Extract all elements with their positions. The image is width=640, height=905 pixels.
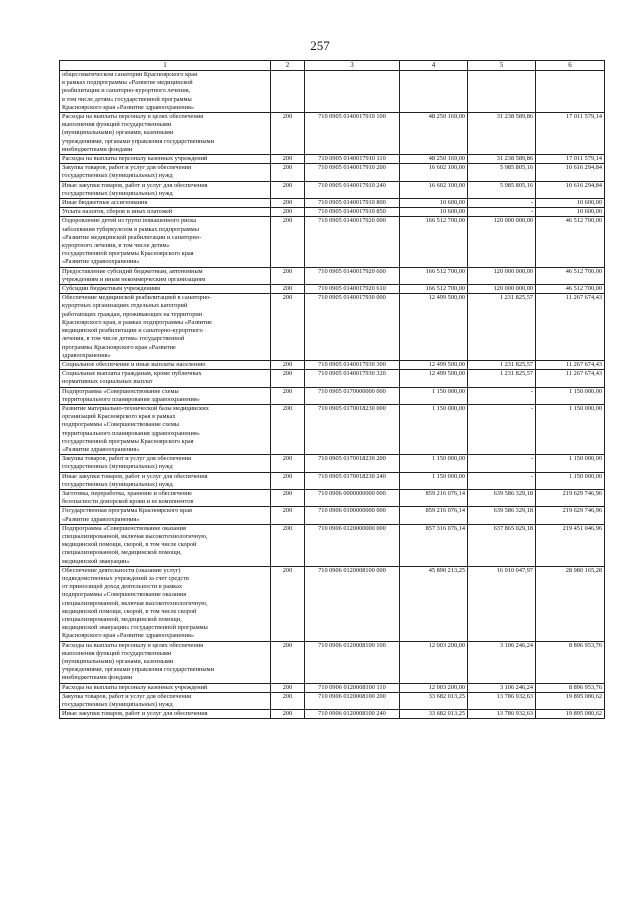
executed-amount: - [468, 404, 536, 454]
expense-description: Социальные выплаты гражданам, кроме публичных нормативных социальных выплат [60, 370, 271, 387]
expense-description: Расходы на выплаты персоналу казенных учреждений [60, 155, 271, 164]
table-row [60, 294, 605, 361]
admin-code: 200 [271, 181, 305, 198]
column-header-6: 6 [536, 61, 605, 71]
approved-amount: 859 216 076,14 [400, 507, 468, 524]
unexecuted-amount: 46 512 700,00 [536, 267, 605, 284]
approved-amount: 10 600,00 [400, 199, 468, 208]
expense-description: Обеспечение медицинской реабилитацией в санаторно- курортных организациях отдельных категорий работающих граждан, проживающих на территории Красноярского края, в рамках подпрограммы «Развитие медицинской реабилитации и санаторно-курортного лечения, в том числе детям» государственной программы Красноярского края «Развитие здравоохранения» [60, 294, 271, 361]
admin-code: 200 [271, 199, 305, 208]
executed-amount: 1 231 825,57 [468, 360, 536, 369]
budget-classification-code: 710 0905 0140017920 600 [305, 267, 400, 284]
budget-classification-code: 710 0905 0140017920 610 [305, 285, 400, 294]
approved-amount: 1 150 000,00 [400, 404, 468, 454]
budget-classification-code: 710 0905 0140017920 000 [305, 217, 400, 267]
admin-code: 200 [271, 360, 305, 369]
unexecuted-amount: 46 512 700,00 [536, 217, 605, 267]
table-row [60, 217, 605, 267]
expense-description: Расходы на выплаты персоналу в целях обеспечения выполнения функций государственными (муниципальными) органами, казенными учреждениями, органами управления государственными внебюджетными фондами [60, 641, 271, 683]
approved-amount: 1 150 000,00 [400, 472, 468, 489]
budget-classification-code: 710 0906 0120008100 200 [305, 692, 400, 709]
table-row [60, 181, 605, 198]
table-row [60, 566, 605, 641]
admin-code: 200 [271, 472, 305, 489]
approved-amount: 166 512 700,00 [400, 285, 468, 294]
executed-amount: 5 985 805,16 [468, 181, 536, 198]
executed-amount: 31 238 589,86 [468, 113, 536, 155]
executed-amount: 3 106 246,24 [468, 683, 536, 692]
table-row [60, 267, 605, 284]
unexecuted-amount: 19 895 080,62 [536, 692, 605, 709]
expense-description: Иные закупки товаров, работ и услуг для обеспечения государственных (муниципальных) нужд [60, 472, 271, 489]
executed-amount: 639 586 329,18 [468, 507, 536, 524]
approved-amount: 859 216 076,14 [400, 489, 468, 506]
expense-description: Расходы на выплаты персоналу в целях обеспечения выполнения функций государственными (муниципальными) органами, казенными учреждениями, органами управления государственными внебюджетными фондами [60, 113, 271, 155]
approved-amount [400, 71, 468, 113]
unexecuted-amount: 219 451 046,96 [536, 524, 605, 566]
table-row [60, 113, 605, 155]
unexecuted-amount: 1 150 000,00 [536, 455, 605, 472]
executed-amount: - [468, 387, 536, 404]
budget-table [59, 60, 605, 719]
admin-code: 200 [271, 524, 305, 566]
expense-description: Иные бюджетные ассигнования [60, 199, 271, 208]
table-row [60, 285, 605, 294]
executed-amount: 637 865 029,18 [468, 524, 536, 566]
approved-amount: 12 499 500,00 [400, 294, 468, 361]
column-header-4: 4 [400, 61, 468, 71]
admin-code: 200 [271, 267, 305, 284]
expense-description: Развитие материально-технической базы медицинских организаций Красноярского края в рамках подпрограммы «Совершенствование схемы территориального планирования здравоохранения» государственной программы Красноярского края «Развитие здравоохранения» [60, 404, 271, 454]
expense-description: Социальное обеспечение и иные выплаты населению [60, 360, 271, 369]
table-row [60, 404, 605, 454]
executed-amount: 120 000 000,00 [468, 285, 536, 294]
admin-code: 200 [271, 404, 305, 454]
executed-amount: 13 786 932,63 [468, 692, 536, 709]
expense-description: Уплата налогов, сборов и иных платежей [60, 208, 271, 217]
budget-classification-code: 710 0906 0120008100 100 [305, 641, 400, 683]
executed-amount: - [468, 199, 536, 208]
approved-amount: 48 250 169,00 [400, 113, 468, 155]
table-header-row [60, 61, 605, 71]
budget-classification-code: 710 0906 0120008100 240 [305, 710, 400, 719]
executed-amount: - [468, 208, 536, 217]
executed-amount: 3 106 246,24 [468, 641, 536, 683]
table-row [60, 155, 605, 164]
unexecuted-amount: 10 616 294,84 [536, 164, 605, 181]
table-row [60, 164, 605, 181]
budget-classification-code: 710 0905 0140017910 850 [305, 208, 400, 217]
executed-amount: 120 000 000,00 [468, 217, 536, 267]
unexecuted-amount: 10 600,00 [536, 208, 605, 217]
table-row [60, 683, 605, 692]
admin-code: 200 [271, 692, 305, 709]
executed-amount: 120 000 000,00 [468, 267, 536, 284]
unexecuted-amount: 8 896 953,76 [536, 641, 605, 683]
executed-amount: 1 231 825,57 [468, 370, 536, 387]
table-body [60, 71, 605, 719]
approved-amount: 12 003 200,00 [400, 683, 468, 692]
admin-code [271, 71, 305, 113]
executed-amount: 13 786 932,63 [468, 710, 536, 719]
unexecuted-amount: 28 980 165,28 [536, 566, 605, 641]
admin-code: 200 [271, 455, 305, 472]
executed-amount: 16 910 047,97 [468, 566, 536, 641]
budget-classification-code: 710 0905 0170000000 000 [305, 387, 400, 404]
unexecuted-amount: 17 011 579,14 [536, 113, 605, 155]
expense-description: Подпрограмма «Совершенствование оказания специализированной, включая высокотехнологичную, медицинской помощи, скорой, в том числе скорой специализированной, медицинской помощи, медицинской эвакуации» [60, 524, 271, 566]
approved-amount: 166 512 700,00 [400, 267, 468, 284]
unexecuted-amount [536, 71, 605, 113]
unexecuted-amount: 1 150 000,00 [536, 387, 605, 404]
table-row [60, 387, 605, 404]
expense-description: Закупка товаров, работ и услуг для обеспечения государственных (муниципальных) нужд [60, 455, 271, 472]
unexecuted-amount: 8 896 953,76 [536, 683, 605, 692]
admin-code: 200 [271, 155, 305, 164]
budget-classification-code [305, 71, 400, 113]
table-row [60, 472, 605, 489]
executed-amount: - [468, 455, 536, 472]
budget-classification-code: 710 0905 0140017930 320 [305, 370, 400, 387]
admin-code: 200 [271, 507, 305, 524]
table-row [60, 692, 605, 709]
executed-amount: 1 231 825,57 [468, 294, 536, 361]
unexecuted-amount: 219 629 746,96 [536, 489, 605, 506]
unexecuted-amount: 1 150 000,00 [536, 472, 605, 489]
approved-amount: 33 682 013,25 [400, 710, 468, 719]
executed-amount [468, 71, 536, 113]
unexecuted-amount: 17 011 579,14 [536, 155, 605, 164]
approved-amount: 33 682 013,25 [400, 692, 468, 709]
budget-classification-code: 710 0906 0120008100 110 [305, 683, 400, 692]
column-header-2: 2 [271, 61, 305, 71]
executed-amount: 31 238 589,86 [468, 155, 536, 164]
table-row [60, 710, 605, 719]
page-number: 257 [310, 38, 330, 53]
table-row [60, 360, 605, 369]
table-row [60, 370, 605, 387]
table-row [60, 507, 605, 524]
budget-classification-code: 710 0905 0140017930 000 [305, 294, 400, 361]
admin-code: 200 [271, 294, 305, 361]
column-header-5: 5 [468, 61, 536, 71]
admin-code: 200 [271, 489, 305, 506]
column-header-1: 1 [60, 61, 271, 71]
unexecuted-amount: 19 895 080,62 [536, 710, 605, 719]
table-row [60, 455, 605, 472]
budget-classification-code: 710 0905 0170018230 000 [305, 404, 400, 454]
budget-classification-code: 710 0905 0140017910 110 [305, 155, 400, 164]
budget-classification-code: 710 0906 0120000000 000 [305, 524, 400, 566]
table-row [60, 524, 605, 566]
budget-classification-code: 710 0905 0170018230 240 [305, 472, 400, 489]
admin-code: 200 [271, 217, 305, 267]
admin-code: 200 [271, 370, 305, 387]
budget-classification-code: 710 0905 0140017910 200 [305, 164, 400, 181]
budget-classification-code: 710 0905 0140017910 100 [305, 113, 400, 155]
expense-description: Оздоровление детей из групп повышенного риска заболевания туберкулезом в рамках подпрограммы «Развитие медицинской реабилитации и санаторно- курортного лечения, в том числе детям» государственной программы Красноярского края «Развитие здравоохранения» [60, 217, 271, 267]
admin-code: 200 [271, 641, 305, 683]
table-row [60, 641, 605, 683]
approved-amount: 16 602 100,00 [400, 181, 468, 198]
budget-classification-code: 710 0905 0170018230 200 [305, 455, 400, 472]
expense-description: общесоматическом санатории Красноярского края в рамках подпрограммы «Развитие медицинской реабилитации и санаторно-курортного лечения, в том числе детям» государственной программы Красноярского края «Развитие здравоохранения» [60, 71, 271, 113]
admin-code: 200 [271, 387, 305, 404]
unexecuted-amount: 1 150 000,00 [536, 404, 605, 454]
approved-amount: 12 499 500,00 [400, 360, 468, 369]
budget-classification-code: 710 0906 0120008100 000 [305, 566, 400, 641]
expense-description: Иные закупки товаров, работ и услуг для обеспечения государственных (муниципальных) нужд [60, 181, 271, 198]
approved-amount: 10 600,00 [400, 208, 468, 217]
table-row [60, 199, 605, 208]
executed-amount: 639 586 329,18 [468, 489, 536, 506]
approved-amount: 166 512 700,00 [400, 217, 468, 267]
approved-amount: 12 003 200,00 [400, 641, 468, 683]
expense-description: Иные закупки товаров, работ и услуг для обеспечения [60, 710, 271, 719]
expense-description: Подпрограмма «Совершенствование схемы территориального планирования здравоохранения» [60, 387, 271, 404]
budget-classification-code: 710 0905 0140017910 800 [305, 199, 400, 208]
unexecuted-amount: 10 616 294,84 [536, 181, 605, 198]
budget-classification-code: 710 0906 0100000000 000 [305, 507, 400, 524]
budget-classification-code: 710 0906 0000000000 000 [305, 489, 400, 506]
executed-amount: 5 985 805,16 [468, 164, 536, 181]
approved-amount: 48 250 169,00 [400, 155, 468, 164]
unexecuted-amount: 219 629 746,96 [536, 507, 605, 524]
expense-description: Обеспечение деятельности (оказание услуг) подведомственных учреждений за счет средств от приносящей доход деятельности в рамках подпрограммы «Совершенствование оказания специализированной, включая высокотехнологичную, медицинской помощи, скорой, в том числе скорой специализированной, медицинской помощи, медицинской эвакуации» государственной программы Красноярского края «Развитие здравоохранения» [60, 566, 271, 641]
approved-amount: 1 150 000,00 [400, 387, 468, 404]
approved-amount: 857 316 076,14 [400, 524, 468, 566]
approved-amount: 16 602 100,00 [400, 164, 468, 181]
admin-code: 200 [271, 164, 305, 181]
admin-code: 200 [271, 683, 305, 692]
unexecuted-amount: 10 600,00 [536, 199, 605, 208]
table-row [60, 489, 605, 506]
approved-amount: 45 890 213,25 [400, 566, 468, 641]
column-header-3: 3 [305, 61, 400, 71]
expense-description: Закупка товаров, работ и услуг для обеспечения государственных (муниципальных) нужд [60, 164, 271, 181]
unexecuted-amount: 11 267 674,43 [536, 370, 605, 387]
admin-code: 200 [271, 566, 305, 641]
expense-description: Предоставление субсидий бюджетным, автономным учреждениям и иным некоммерческим организациям [60, 267, 271, 284]
unexecuted-amount: 11 267 674,43 [536, 294, 605, 361]
expense-description: Заготовка, переработка, хранение и обеспечение безопасности донорской крови и ее компонентов [60, 489, 271, 506]
unexecuted-amount: 46 512 700,00 [536, 285, 605, 294]
admin-code: 200 [271, 208, 305, 217]
admin-code: 200 [271, 710, 305, 719]
unexecuted-amount: 11 267 674,43 [536, 360, 605, 369]
expense-description: Закупка товаров, работ и услуг для обеспечения государственных (муниципальных) нужд [60, 692, 271, 709]
approved-amount: 1 150 000,00 [400, 455, 468, 472]
table-row [60, 71, 605, 113]
table-row [60, 208, 605, 217]
budget-classification-code: 710 0905 0140017930 300 [305, 360, 400, 369]
admin-code: 200 [271, 113, 305, 155]
executed-amount: - [468, 472, 536, 489]
budget-classification-code: 710 0905 0140017910 240 [305, 181, 400, 198]
expense-description: Расходы на выплаты персоналу казенных учреждений [60, 683, 271, 692]
admin-code: 200 [271, 285, 305, 294]
expense-description: Государственная программа Красноярского края «Развитие здравоохранения» [60, 507, 271, 524]
expense-description: Субсидии бюджетным учреждениям [60, 285, 271, 294]
approved-amount: 12 499 500,00 [400, 370, 468, 387]
